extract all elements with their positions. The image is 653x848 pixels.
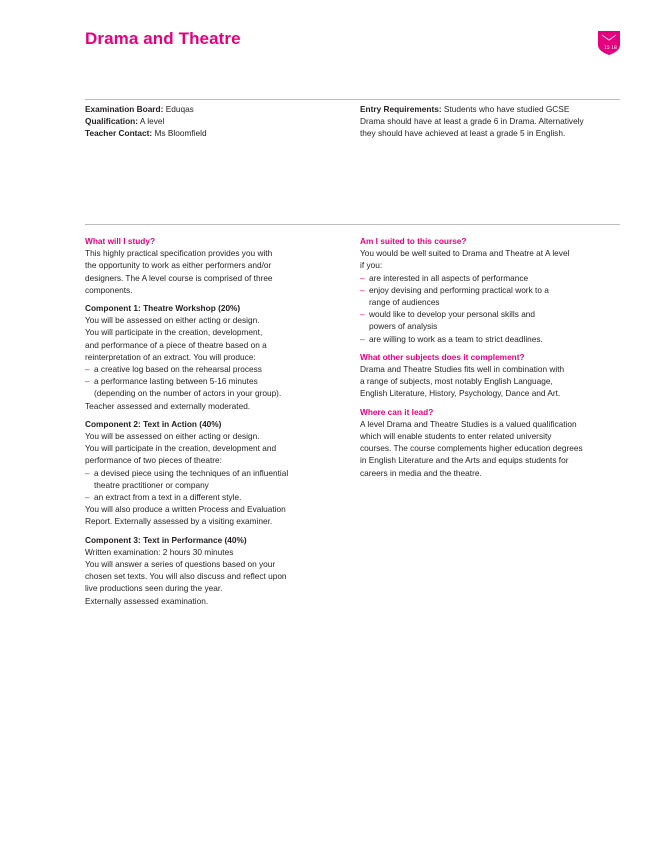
list-item: – enjoy devising and performing practical work to a range of audiences <box>360 284 624 308</box>
lead-heading: Where can it lead? <box>360 406 434 417</box>
entry-text: Drama should have at least a grade 6 in Drama. Alternatively <box>360 116 584 127</box>
entry-text: they should have achieved at least a grade 5 in English. <box>360 128 566 139</box>
list-item: – a creative log based on the rehearsal process <box>85 363 347 375</box>
board-value: Eduqas <box>165 104 194 114</box>
list-item: – an extract from a text in a different style. <box>85 491 347 503</box>
list-item: – are interested in all aspects of performance <box>360 272 624 284</box>
crest-text: 15 18 <box>604 46 617 51</box>
top-divider <box>85 99 620 100</box>
right-column <box>360 235 624 479</box>
entry-label: Entry Requirements: <box>360 104 442 114</box>
list-item: – are willing to work as a team to strict deadlines. <box>360 333 624 345</box>
list-item: – would like to develop your personal skills and powers of analysis <box>360 308 624 332</box>
study-heading: What will I study? <box>85 236 156 246</box>
complement-heading: What other subjects does it complement? <box>360 351 525 362</box>
study-paragraph: This highly practical specification provides you with the opportunity to work as either performers and/or designers. The A level course is comprised of three components. <box>85 248 273 295</box>
qualification-label: Qualification: <box>85 116 139 127</box>
complement-text: Drama and Theatre Studies fits well in combination with a range of subjects, most notably English Language, English Literature, History, Psychology, Dance and Art. <box>360 364 565 399</box>
info-left <box>85 103 345 140</box>
page-title: Drama and Theatre <box>85 29 241 48</box>
component-2-list <box>85 467 347 504</box>
component-2-text: You will be assessed on either acting or design. You will participate in the creation, development and performance of two pieces of theatre: <box>85 431 277 466</box>
entry-text: Students who have studied GCSE <box>443 104 570 114</box>
component-2-assessment: You will also produce a written Process and Evaluation Report. Externally assessed by a visiting examiner. <box>85 504 286 527</box>
list-item: – a devised piece using the techniques of an influential theatre practitioner or company <box>85 467 347 491</box>
component-3-text: Written examination: 2 hours 30 minutes You will answer a series of questions based on your chosen set texts. You will also discuss and reflect upon live productions seen during the year. Externally assessed examination. <box>85 546 287 606</box>
teacher-value: Ms Bloomfield <box>154 128 207 139</box>
suited-heading: Am I suited to this course? <box>360 236 467 246</box>
lead-text: A level Drama and Theatre Studies is a valued qualification which will enable students to enter related university courses. The course complements higher education degrees in English Literature and the Arts and equips students for careers in media and the theatre. <box>360 418 583 478</box>
list-item: – a performance lasting between 5-16 minutes (depending on the number of actors in your group). <box>85 375 347 399</box>
suited-text: You would be well suited to Drama and Theatre at A level if you: <box>360 248 570 271</box>
info-right <box>360 103 622 140</box>
left-column <box>85 235 347 607</box>
component-2-heading: Component 2: Text in Action (40%) <box>85 418 222 429</box>
teacher-label: Teacher Contact: <box>85 128 153 139</box>
component-3-heading: Component 3: Text in Performance (40%) <box>85 534 247 545</box>
component-1-list <box>85 363 347 400</box>
qualification-value: A level <box>139 116 165 127</box>
board-label: Examination Board: <box>85 104 164 114</box>
component-1-heading: Component 1: Theatre Workshop (20%) <box>85 303 241 314</box>
component-1-assessment: Teacher assessed and externally moderated. <box>85 400 251 411</box>
school-crest-icon <box>598 31 620 55</box>
component-1-text: You will be assessed on either acting or design. You will participate in the creation, development, and performance of a piece of theatre based on a reinterpretation of an extract. You will produce: <box>85 315 267 362</box>
suited-list <box>360 272 624 345</box>
middle-divider <box>85 224 620 225</box>
